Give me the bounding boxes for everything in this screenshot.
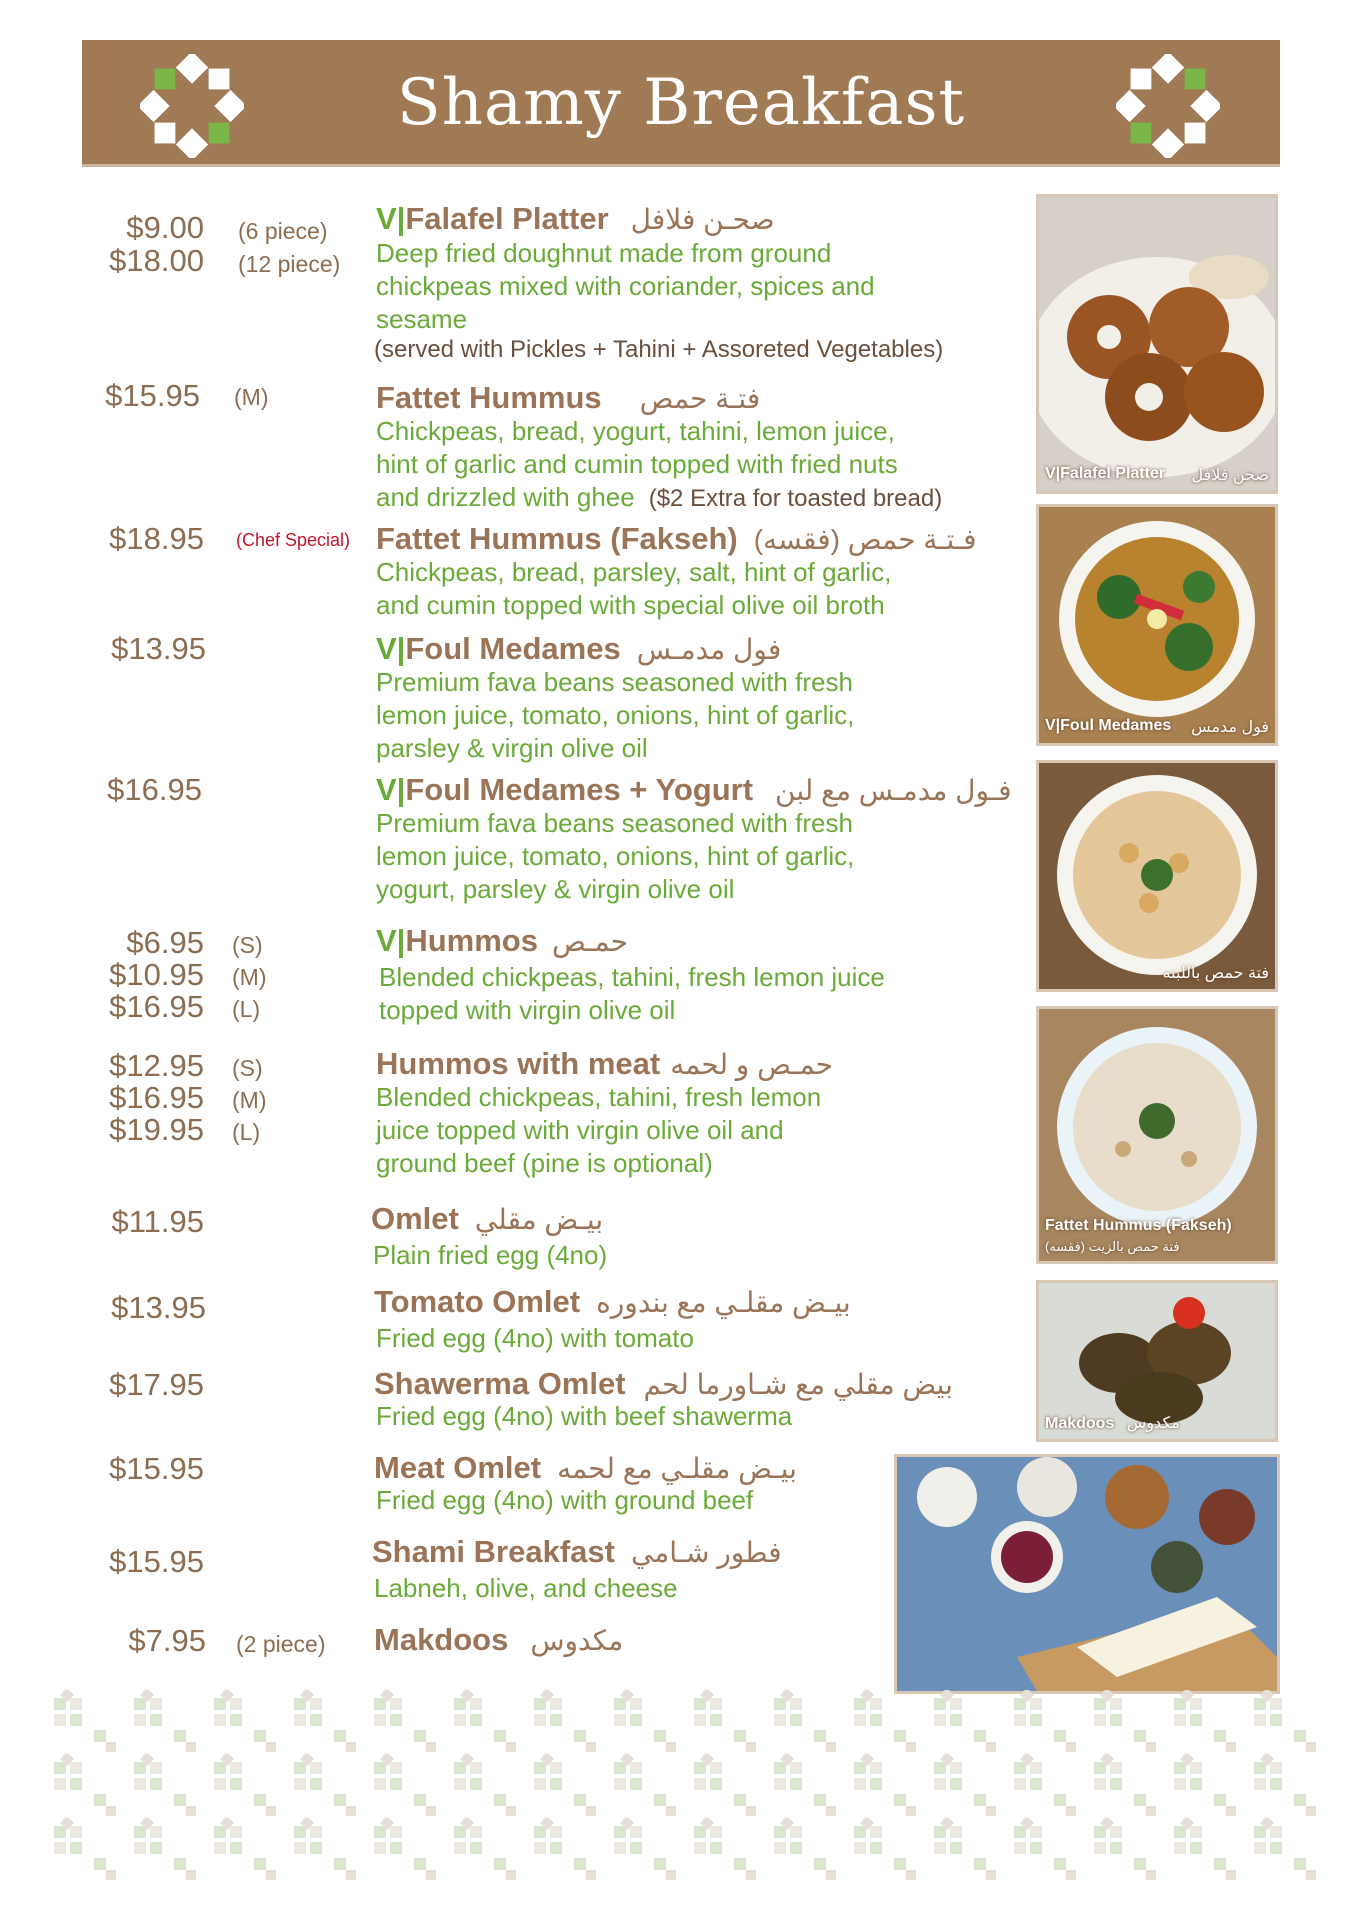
price: $13.95 [111, 1290, 206, 1325]
item-name: Foul Medames + Yogurt [405, 772, 754, 807]
decorative-pattern [40, 1690, 1320, 1880]
photo-caption: Fattet Hummus (Fakseh) [1045, 1217, 1232, 1234]
item-title [376, 923, 628, 959]
desc-line: yogurt, parsley & virgin olive oil [376, 874, 735, 904]
price: $16.95 [107, 772, 202, 807]
item-description [376, 666, 854, 765]
desc-line: Fried egg (4no) with tomato [376, 1323, 694, 1353]
item-name: Foul Medames [405, 631, 621, 666]
item-description [379, 961, 885, 1027]
desc-line: lemon juice, tomato, onions, hint of garlic, [376, 700, 855, 730]
food-photo [1036, 1006, 1278, 1264]
desc-line: and cumin topped with special olive oil broth [376, 590, 885, 620]
desc-line: sesame [376, 304, 468, 334]
desc-line: Plain fried egg (4no) [373, 1240, 608, 1270]
photo-caption [1045, 465, 1269, 485]
caption-text: V|Falafel Platter [1045, 465, 1166, 482]
item-description [374, 1572, 678, 1605]
desc-line: lemon juice, tomato, onions, hint of garlic, [376, 841, 855, 871]
desc-line: parsley & virgin olive oil [376, 733, 648, 763]
portion-size: (12 piece) [238, 251, 341, 277]
item-name-arabic: بيـض مقلـي مع لحمه [557, 1453, 797, 1484]
item-name: Tomato Omlet [374, 1284, 581, 1319]
price: $15.95 [109, 1451, 204, 1486]
price: $17.95 [109, 1367, 204, 1402]
vegan-prefix: V| [376, 772, 406, 807]
item-name: Fattet Hummus [376, 380, 602, 415]
desc-line: Fried egg (4no) with ground beef [376, 1485, 754, 1515]
item-name-arabic: فطور شـامي [630, 1537, 782, 1568]
item-description [376, 556, 891, 622]
food-photo [1036, 504, 1278, 746]
item-name: Shawerma Omlet [374, 1366, 626, 1401]
item-name: Shami Breakfast [372, 1534, 615, 1569]
vegan-prefix: V| [376, 201, 406, 236]
item-title [376, 380, 760, 416]
item-description [376, 1400, 792, 1433]
price: $15.95 [109, 1544, 204, 1579]
food-photo [894, 1454, 1280, 1694]
page-title: Shamy Breakfast [396, 66, 966, 140]
item-name-arabic: فـتـة حمص (فقسه) [753, 524, 977, 555]
food-photo [1036, 194, 1278, 494]
falafel-photo-illustration [1039, 197, 1275, 491]
item-name: Hummos with meat [376, 1046, 661, 1081]
price: $19.95 [109, 1112, 204, 1147]
portion-size: (2 piece) [236, 1631, 326, 1657]
item-title [376, 772, 1012, 808]
item-description [376, 1322, 694, 1355]
desc-line: Labneh, olive, and cheese [374, 1573, 678, 1603]
item-name-arabic: فتـة حمص [639, 383, 761, 414]
desc-line: Blended chickpeas, tahini, fresh lemon [376, 1082, 822, 1112]
price: $7.95 [128, 1623, 206, 1658]
portion-size: (M) [234, 384, 269, 410]
portion-size: (6 piece) [238, 218, 328, 244]
item-description [376, 415, 942, 515]
item-name-arabic: حمـص و لحمه [670, 1049, 834, 1080]
portion-size: (S) [232, 1055, 263, 1081]
desc-line [376, 481, 942, 515]
item-name: Hummos [405, 923, 538, 958]
desc-line: chickpeas mixed with coriander, spices and [376, 271, 875, 301]
desc-line: Deep fried doughnut made from ground [376, 238, 832, 268]
price: $16.95 [109, 1080, 204, 1115]
desc-line: Blended chickpeas, tahini, fresh lemon juice [379, 962, 885, 992]
item-name: Makdoos [374, 1622, 509, 1657]
desc-line: topped with virgin olive oil [379, 995, 676, 1025]
item-title [372, 1534, 782, 1570]
item-title [376, 631, 781, 667]
item-name-arabic: بيض مقلي مع شـاورما لحم [643, 1369, 953, 1400]
portion-size: (M) [232, 1087, 267, 1113]
photo-caption [1045, 717, 1269, 737]
item-description [373, 1239, 607, 1272]
desc-line: Premium fava beans seasoned with fresh [376, 667, 853, 697]
desc-text: and drizzled with ghee [376, 482, 635, 512]
item-description [376, 1484, 753, 1517]
vegan-prefix: V| [376, 631, 406, 666]
price: $11.95 [111, 1204, 204, 1239]
shami-breakfast-photo-illustration [897, 1457, 1277, 1691]
foul-photo-illustration [1039, 507, 1275, 743]
vegan-prefix: V| [376, 923, 406, 958]
food-photo [1036, 760, 1278, 992]
item-name: Fattet Hummus (Fakseh) [376, 521, 738, 556]
item-name-arabic: بيـض مقلي [474, 1204, 604, 1235]
item-description [376, 237, 875, 336]
item-title [376, 1046, 833, 1082]
caption-text: Makdoos [1045, 1415, 1115, 1432]
header-banner [82, 40, 1280, 167]
item-name: Omlet [371, 1201, 459, 1236]
star-motif-icon [1116, 54, 1220, 158]
portion-size: (L) [232, 1119, 261, 1145]
desc-line: Chickpeas, bread, parsley, salt, hint of garlic, [376, 557, 892, 587]
item-name-arabic: بيـض مقلـي مع بندوره [596, 1287, 851, 1318]
desc-line: Fried egg (4no) with beef shawerma [376, 1401, 793, 1431]
item-title [374, 1284, 851, 1320]
desc-line: hint of garlic and cumin topped with fried nuts [376, 449, 898, 479]
fattet-photo-illustration [1039, 763, 1275, 989]
caption-arabic: مكدوس [1126, 1415, 1180, 1432]
price: $15.95 [105, 378, 200, 413]
item-name-arabic: فـول مدمـس مع لبن [775, 775, 1012, 806]
caption-text: V|Foul Medames [1045, 717, 1172, 734]
food-photo [1036, 1280, 1278, 1442]
portion-size: (S) [232, 932, 263, 958]
item-name: Falafel Platter [405, 201, 609, 236]
desc-line: juice topped with virgin olive oil and [376, 1115, 784, 1145]
item-name-arabic: حمـص [552, 926, 629, 957]
portion-size: (L) [232, 996, 261, 1022]
price: $12.95 [109, 1048, 204, 1083]
item-title [376, 521, 977, 557]
caption-arabic: صحن فلافل [1191, 467, 1269, 484]
price: $18.95 [109, 521, 204, 556]
price: $18.00 [109, 243, 204, 278]
item-title [374, 1366, 953, 1402]
portion-size: (M) [232, 964, 267, 990]
item-name-arabic: صحـن فلافل [630, 204, 775, 235]
photo-caption-arabic: فتة حمص بالزيت (فقسه) [1045, 1239, 1180, 1254]
item-extra: ($2 Extra for toasted bread) [648, 485, 943, 512]
photo-caption [1045, 1413, 1269, 1433]
item-name-arabic: مكدوس [530, 1625, 624, 1656]
item-name: Meat Omlet [374, 1450, 542, 1485]
price: $10.95 [109, 957, 204, 992]
item-description [376, 807, 854, 906]
desc-line: Chickpeas, bread, yogurt, tahini, lemon juice, [376, 416, 895, 446]
desc-line: ground beef (pine is optional) [376, 1148, 713, 1178]
chef-special-badge: (Chef Special) [236, 530, 351, 550]
item-title [374, 1450, 797, 1486]
desc-line: Premium fava beans seasoned with fresh [376, 808, 853, 838]
item-title [371, 1201, 603, 1237]
price: $9.00 [126, 210, 204, 245]
photo-caption: فتة حمص باللبنه [1162, 965, 1269, 982]
item-description [376, 1081, 821, 1180]
item-title [376, 201, 775, 237]
item-title [374, 1622, 623, 1658]
price: $13.95 [111, 631, 206, 666]
price: $16.95 [109, 989, 204, 1024]
caption-arabic: فول مدمس [1191, 719, 1269, 736]
price: $6.95 [126, 925, 204, 960]
item-note: (served with Pickles + Tahini + Assoreted Vegetables) [374, 336, 944, 363]
item-name-arabic: فول مدمـس [636, 634, 782, 665]
